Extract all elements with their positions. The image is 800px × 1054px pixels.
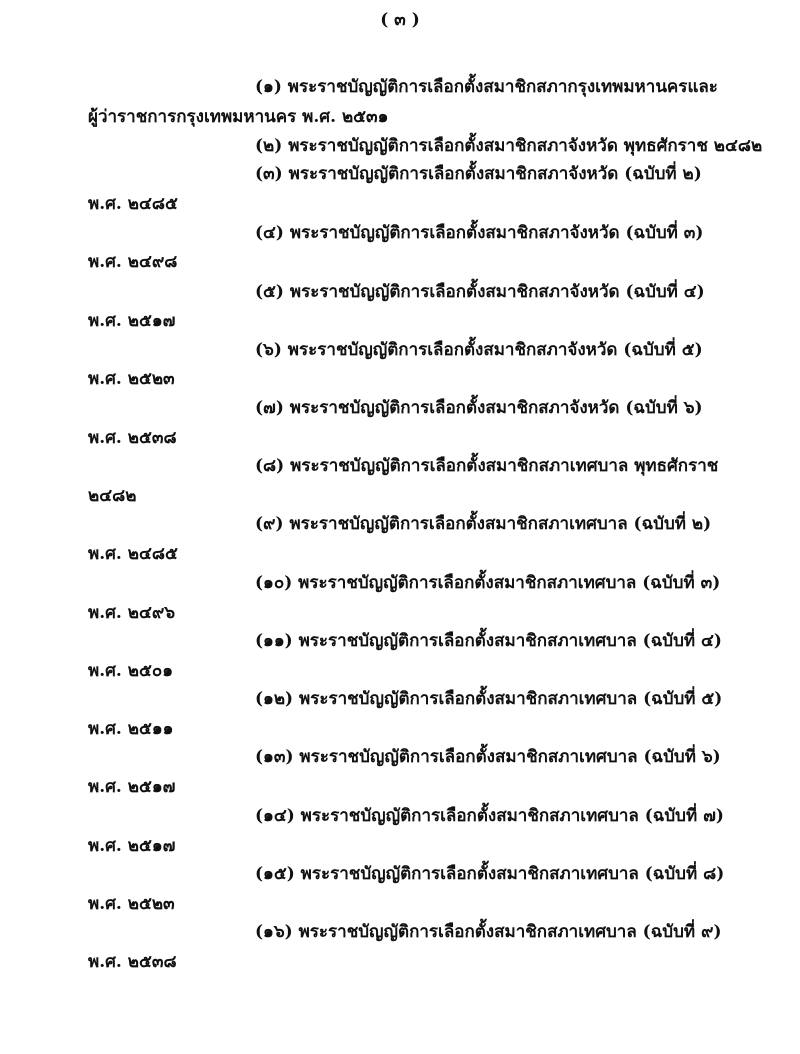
list-item-12-continuation: พ.ศ. ๒๕๑๑ [88, 719, 174, 739]
list-item-1-continuation: ผู้ว่าราชการกรุงเทพมหานคร พ.ศ. ๒๕๓๑ [88, 107, 389, 127]
list-item-6-continuation: พ.ศ. ๒๕๒๓ [88, 369, 175, 389]
list-item-5: (๕) พระราชบัญญัติการเลือกตั้งสมาชิกสภาจังหวัด (ฉบับที่ ๔) [255, 282, 705, 302]
list-item-12: (๑๒) พระราชบัญญัติการเลือกตั้งสมาชิกสภาเทศบาล (ฉบับที่ ๕) [255, 689, 723, 709]
list-item-8-continuation: ๒๔๘๒ [88, 486, 137, 506]
list-item-16: (๑๖) พระราชบัญญัติการเลือกตั้งสมาชิกสภาเทศบาล (ฉบับที่ ๙) [255, 922, 722, 942]
list-item-11: (๑๑) พระราชบัญญัติการเลือกตั้งสมาชิกสภาเทศบาล (ฉบับที่ ๔) [255, 631, 722, 651]
list-item-5-continuation: พ.ศ. ๒๕๑๗ [88, 311, 176, 331]
page-number: ( ๓ ) [380, 10, 420, 30]
list-item-4: (๔) พระราชบัญญัติการเลือกตั้งสมาชิกสภาจังหวัด (ฉบับที่ ๓) [255, 223, 704, 243]
list-item-13: (๑๓) พระราชบัญญัติการเลือกตั้งสมาชิกสภาเทศบาล (ฉบับที่ ๖) [255, 747, 721, 767]
list-item-16-continuation: พ.ศ. ๒๕๓๘ [88, 952, 177, 972]
list-item-9: (๙) พระราชบัญญัติการเลือกตั้งสมาชิกสภาเทศบาล (ฉบับที่ ๒) [255, 514, 712, 534]
list-item-14-continuation: พ.ศ. ๒๕๑๗ [88, 836, 176, 856]
list-item-13-continuation: พ.ศ. ๒๕๑๗ [88, 777, 176, 797]
list-item-15: (๑๕) พระราชบัญญัติการเลือกตั้งสมาชิกสภาเทศบาล (ฉบับที่ ๘) [255, 864, 725, 884]
list-item-10: (๑๐) พระราชบัญญัติการเลือกตั้งสมาชิกสภาเทศบาล (ฉบับที่ ๓) [255, 573, 721, 593]
list-item-8: (๘) พระราชบัญญัติการเลือกตั้งสมาชิกสภาเทศบาล พุทธศักราช [255, 456, 719, 476]
list-item-1: (๑) พระราชบัญญัติการเลือกตั้งสมาชิกสภากรุงเทพมหานครและ [255, 77, 718, 97]
list-item-6: (๖) พระราชบัญญัติการเลือกตั้งสมาชิกสภาจังหวัด (ฉบับที่ ๕) [255, 340, 703, 360]
list-item-2: (๒) พระราชบัญญัติการเลือกตั้งสมาชิกสภาจังหวัด พุทธศักราช ๒๔๘๒ [255, 136, 763, 156]
list-item-7-continuation: พ.ศ. ๒๕๓๘ [88, 428, 177, 448]
list-item-3: (๓) พระราชบัญญัติการเลือกตั้งสมาชิกสภาจังหวัด (ฉบับที่ ๒) [255, 164, 702, 184]
list-item-11-continuation: พ.ศ. ๒๕๐๑ [88, 661, 173, 681]
list-item-4-continuation: พ.ศ. ๒๔๙๘ [88, 252, 178, 272]
list-item-14: (๑๔) พระราชบัญญัติการเลือกตั้งสมาชิกสภาเทศบาล (ฉบับที่ ๗) [255, 806, 724, 826]
list-item-10-continuation: พ.ศ. ๒๔๙๖ [88, 603, 176, 623]
list-item-15-continuation: พ.ศ. ๒๕๒๓ [88, 894, 175, 914]
list-item-3-continuation: พ.ศ. ๒๔๘๕ [88, 194, 178, 214]
list-item-7: (๗) พระราชบัญญัติการเลือกตั้งสมาชิกสภาจังหวัด (ฉบับที่ ๖) [255, 398, 703, 418]
list-item-9-continuation: พ.ศ. ๒๔๘๕ [88, 544, 178, 564]
